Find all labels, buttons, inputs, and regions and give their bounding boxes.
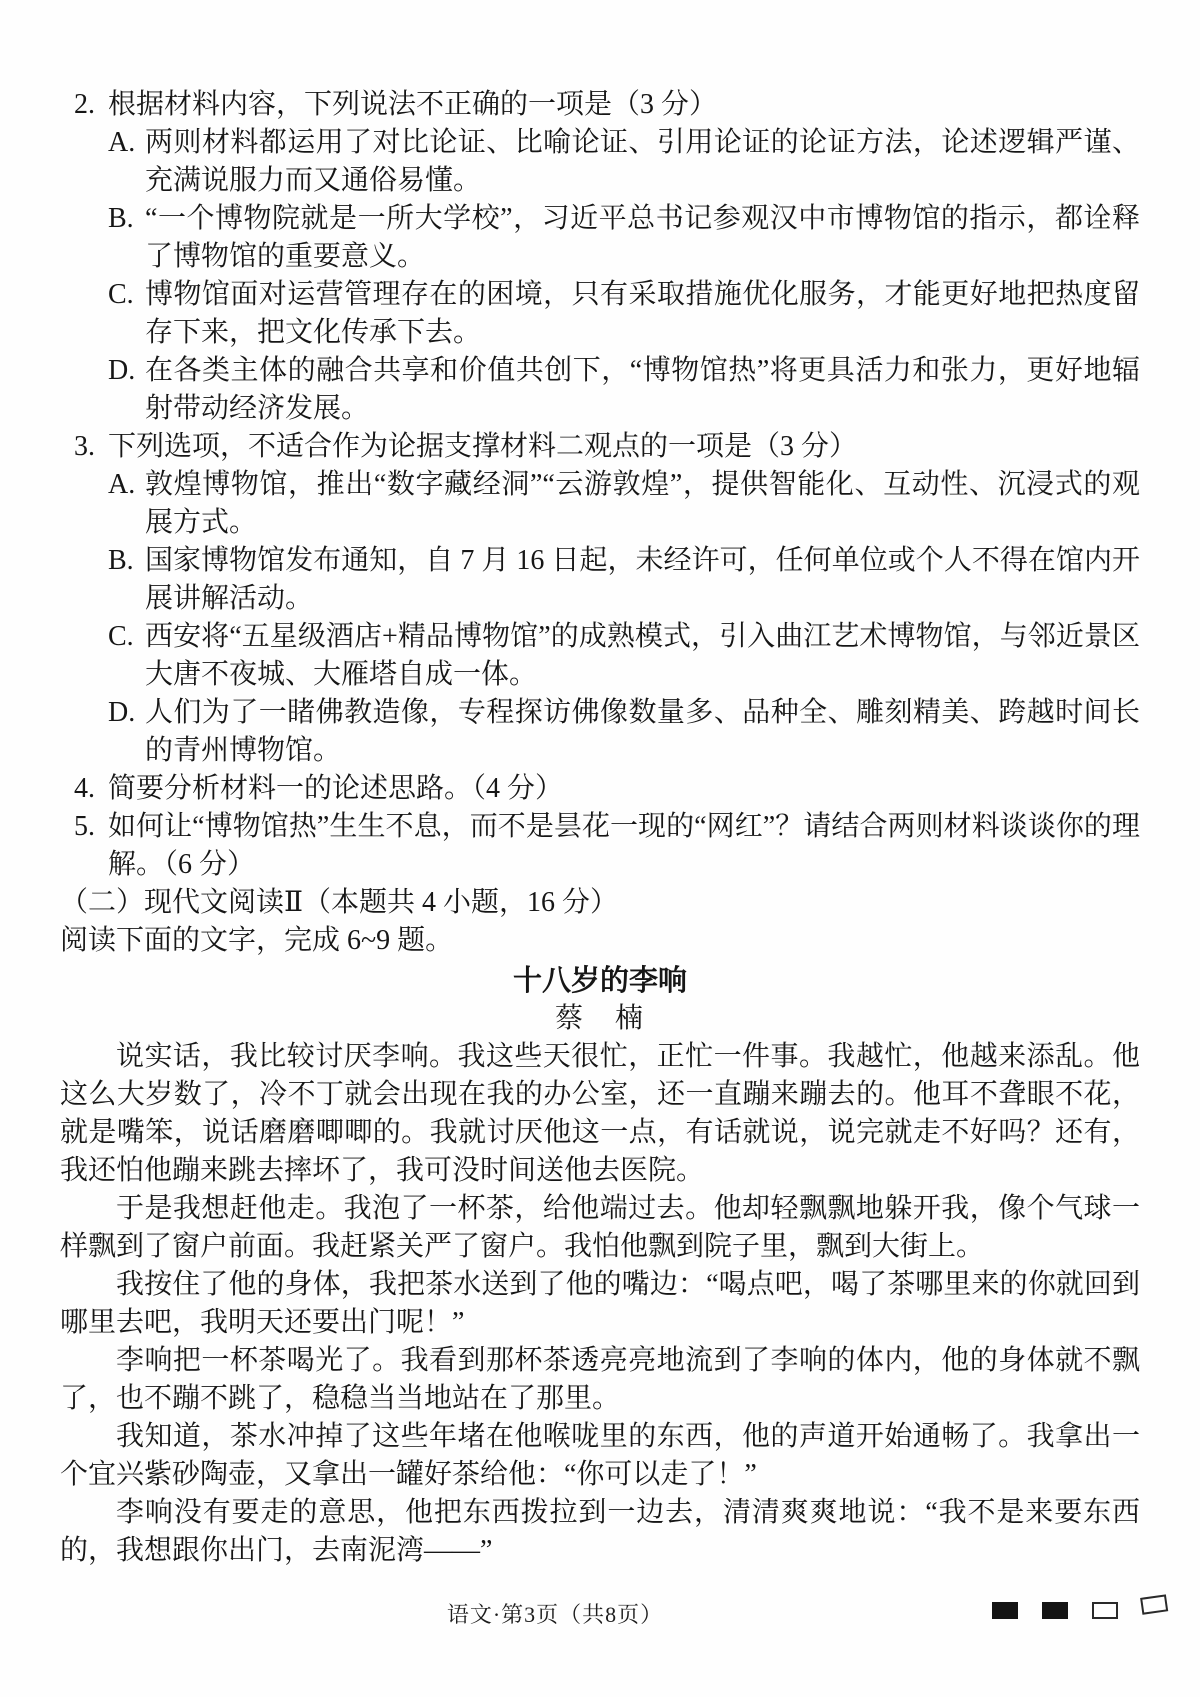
question-5-stem: 如何让“博物馆热”生生不息，而不是昙花一现的“网红”？请结合两则材料谈谈你的理解。（6 分） — [108, 811, 1140, 880]
option-label: C. — [108, 621, 134, 652]
question-3-option-a — [108, 466, 1140, 542]
question-5-number: 5. — [74, 811, 95, 842]
question-2-option-b — [108, 200, 1140, 276]
option-text: 敦煌博物馆，推出“数字藏经洞”“云游敦煌”，提供智能化、互动性、沉浸式的观展方式。 — [145, 469, 1140, 538]
question-4-stem: 简要分析材料一的论述思路。（4 分） — [108, 773, 564, 804]
reading-passage — [60, 962, 1140, 1570]
option-label: D. — [108, 355, 136, 386]
print-mark-outline-tilted — [1140, 1594, 1168, 1614]
passage-author: 蔡 楠 — [554, 1003, 645, 1034]
option-label: A. — [108, 469, 136, 500]
question-2-option-c — [108, 276, 1140, 352]
option-text: 两则材料都运用了对比论证、比喻论证、引用论证的论证方法，论述逻辑严谨、充满说服力而又通俗易懂。 — [145, 127, 1140, 196]
question-4 — [60, 770, 1140, 808]
passage-paragraph: 李响没有要走的意思，他把东西拨拉到一边去，清清爽爽地说：“我不是来要东西的，我想跟你出门，去南泥湾——” — [60, 1497, 1140, 1566]
page-number-label: 语文·第3页（共8页） — [446, 1602, 664, 1627]
question-2-option-d — [108, 352, 1140, 428]
option-text: 在各类主体的融合共享和价值共创下，“博物馆热”将更具活力和张力，更好地辐射带动经济发展。 — [145, 355, 1140, 424]
question-3 — [60, 428, 1140, 466]
passage-paragraph: 于是我想赶他走。我泡了一杯茶，给他端过去。他却轻飘飘地躲开我，像个气球一样飘到了窗户前面。我赶紧关严了窗户。我怕他飘到院子里，飘到大街上。 — [60, 1193, 1140, 1262]
question-3-option-d — [108, 694, 1140, 770]
print-marks — [992, 1602, 1168, 1619]
passage-paragraph: 我按住了他的身体，我把茶水送到了他的嘴边：“喝点吧，喝了茶哪里来的你就回到哪里去吧，我明天还要出门呢！” — [60, 1269, 1140, 1338]
option-label: C. — [108, 279, 134, 310]
option-text: 人们为了一睹佛教造像，专程探访佛像数量多、品种全、雕刻精美、跨越时间长的青州博物馆。 — [145, 697, 1140, 766]
option-text: 博物馆面对运营管理存在的困境，只有采取措施优化服务，才能更好地把热度留存下来，把文化传承下去。 — [145, 279, 1140, 348]
page-footer — [0, 1596, 1200, 1636]
section-2-instruction: 阅读下面的文字，完成 6~9 题。 — [60, 925, 454, 956]
option-text: 国家博物馆发布通知，自 7 月 16 日起，未经许可，任何单位或个人不得在馆内开展讲解活动。 — [145, 545, 1140, 614]
option-label: D. — [108, 697, 136, 728]
question-3-option-b — [108, 542, 1140, 618]
option-text: “一个博物院就是一所大学校”，习近平总书记参观汉中市博物馆的指示，都诠释了博物馆的重要意义。 — [145, 203, 1140, 272]
option-text: 西安将“五星级酒店+精品博物馆”的成熟模式，引入曲江艺术博物馆，与邻近景区大唐不夜城、大雁塔自成一体。 — [145, 621, 1140, 690]
question-3-stem: 下列选项，不适合作为论据支撑材料二观点的一项是（3 分） — [108, 431, 858, 462]
option-label: B. — [108, 545, 134, 576]
option-label: A. — [108, 127, 136, 158]
question-3-number: 3. — [74, 431, 95, 462]
question-4-number: 4. — [74, 773, 95, 804]
question-2-stem: 根据材料内容，下列说法不正确的一项是（3 分） — [108, 89, 718, 120]
question-5 — [60, 808, 1140, 884]
passage-title: 十八岁的李响 — [512, 965, 687, 997]
print-mark-filled — [1042, 1602, 1068, 1619]
section-2-heading: （二）现代文阅读Ⅱ（本题共 4 小题，16 分） — [60, 887, 619, 918]
question-2-option-a — [108, 124, 1140, 200]
question-2 — [60, 86, 1140, 124]
option-label: B. — [108, 203, 134, 234]
passage-paragraph: 说实话，我比较讨厌李响。我这些天很忙，正忙一件事。我越忙，他越来添乱。他这么大岁数了，冷不丁就会出现在我的办公室，还一直蹦来蹦去的。他耳不聋眼不花，就是嘴笨，说话磨磨唧唧的。我就讨厌他这一点，有话就说，说完就走不好吗？还有，我还怕他蹦来跳去摔坏了，我可没时间送他去医院。 — [60, 1041, 1140, 1186]
passage-paragraph: 我知道，茶水冲掉了这些年堵在他喉咙里的东西，他的声道开始通畅了。我拿出一个宜兴紫砂陶壶，又拿出一罐好茶给他：“你可以走了！” — [60, 1421, 1140, 1490]
passage-paragraph: 李响把一杯茶喝光了。我看到那杯茶透亮亮地流到了李响的体内，他的身体就不飘了，也不蹦不跳了，稳稳当当地站在了那里。 — [60, 1345, 1140, 1414]
question-2-number: 2. — [74, 89, 95, 120]
question-3-option-c — [108, 618, 1140, 694]
print-mark-outline — [1092, 1602, 1118, 1619]
print-mark-filled — [992, 1602, 1018, 1619]
